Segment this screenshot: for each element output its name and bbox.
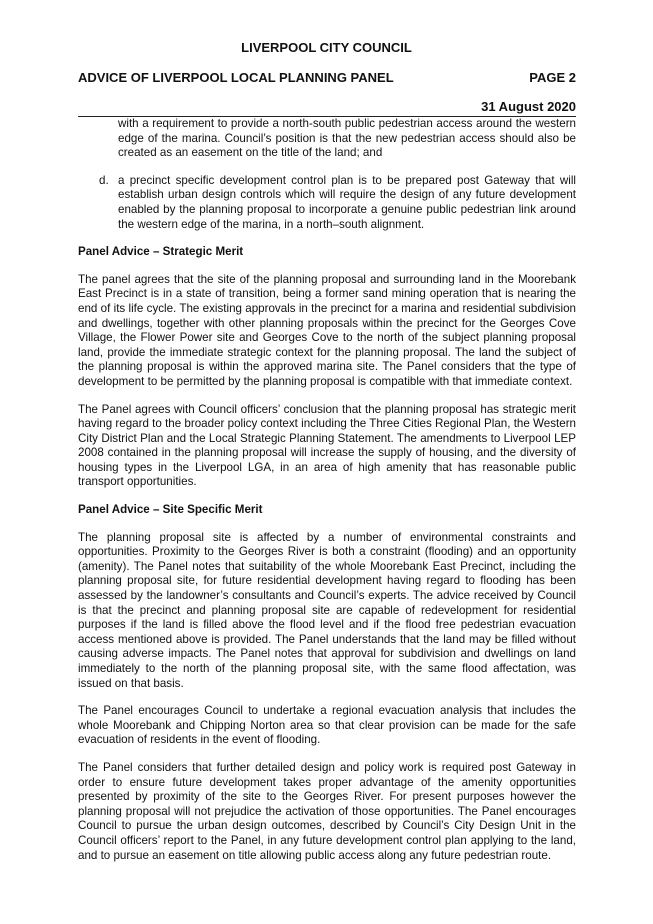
strategic-paragraph-2: The Panel agrees with Council officers’ conclusion that the planning proposal has strategic merit having regard to the broader policy context including the Three Cities Regional Plan, the Western City District Plan and the Local Strategic Planning Statement. The amendments to Liverpool LEP 2008 contained in the planning proposal will increase the supply of housing, and the diversity of housing types in the Liverpool LGA, in an area of high amenity that has reasonable public transport opportunities.: [78, 402, 576, 489]
site-paragraph-3: The Panel considers that further detailed design and policy work is required post Gateway in order to ensure future development takes proper advantage of the amenity opportunities presented by proximity of the site to the Georges River. For present purposes however the planning proposal will not prejudice the activation of those opportunities. The Panel encourages Council to pursue the urban design outcomes, described by Council’s City Design Unit in the Council officers’ report to the Panel, in any future development control plan applying to the land, and to pursue an easement on title allowing public access along any future pedestrian route.: [78, 760, 576, 862]
heading-strategic-merit: Panel Advice – Strategic Merit: [78, 245, 244, 259]
heading-site-specific-merit: Panel Advice – Site Specific Merit: [78, 503, 263, 517]
page-number: PAGE 2: [529, 70, 576, 85]
document-body: [78, 117, 576, 876]
continuation-paragraph: with a requirement to provide a north-south public pedestrian access around the western edge of the marina. Council’s position is that the new pedestrian access should also be created as an easement on the title of the land; and: [118, 117, 576, 160]
list-item-d: [78, 174, 576, 232]
document-title: ADVICE OF LIVERPOOL LOCAL PLANNING PANEL: [78, 70, 394, 85]
list-item-text: a precinct specific development control plan is to be prepared post Gateway that will establish urban design controls which will require the design of any future development enabled by the planning proposal to incorporate a genuine public pedestrian link around the western edge of the marina, in a north–south alignment.: [118, 173, 576, 231]
council-name: LIVERPOOL CITY COUNCIL: [241, 40, 412, 55]
document-date: 31 August 2020: [481, 99, 576, 114]
list-marker: d.: [99, 173, 109, 187]
site-paragraph-1: The planning proposal site is affected by a number of environmental constraints and opportunities. Proximity to the Georges River is both a constraint (flooding) and an opportunity (amenity). The Panel notes that suitability of the whole Moorebank East Precinct, including the planning proposal site, for future residential development having regard to flooding has been assessed by the landowner’s consultants and Council’s experts. The advice received by Council is that the precinct and planning proposal site are capable of redevelopment for residential purposes if the land is filled above the flood level and if the flood free pedestrian evacuation access mentioned above is provided. The Panel understands that the land may be filled without causing adverse impacts. The Panel notes that approval for subdivision and dwellings on land immediately to the north of the planning proposal site, with the same flood affectation, was issued on that basis.: [78, 530, 576, 690]
site-paragraph-2: The Panel encourages Council to undertake a regional evacuation analysis that includes the whole Moorebank and Chipping Norton area so that clear provision can be made for the safe evacuation of residents in the event of flooding.: [78, 704, 576, 747]
strategic-paragraph-1: The panel agrees that the site of the planning proposal and surrounding land in the Moorebank East Precinct is in a state of transition, being a former sand mining operation that is nearing the end of its life cycle. The existing approvals in the precinct for a marina and residential subdivision and dwellings, together with other planning proposals within the precinct for the Georges Cove Village, the Flower Power site and Georges Cove to the north of the subject planning proposal land, provide the immediate strategic context for the planning proposal. The land the subject of the planning proposal is within the approved marina site. The Panel considers that the type of development to be permitted by the planning proposal is compatible with that immediate context.: [78, 272, 576, 388]
